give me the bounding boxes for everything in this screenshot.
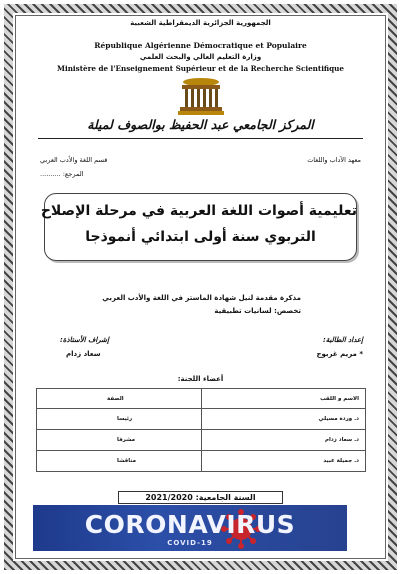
ministry-french: Ministère de l'Enseignement Supérieur et de la Recherche Scientifique <box>57 64 344 73</box>
thesis-title-line1: تعليمية أصوات اللغة العربية في مرحلة الإصلاح <box>40 203 357 219</box>
university-center-name: المركز الجامعي عبد الحفيظ بوالصوف لميلة <box>87 117 314 132</box>
table-row <box>37 430 366 451</box>
member-name: د. سعاد زدام <box>201 430 366 451</box>
committee-table <box>36 388 366 472</box>
supervisor-name: سعاد زدام <box>66 350 101 358</box>
member-name: د. جميلة عبيد <box>201 451 366 472</box>
memo-specialty: تخصص: لسانيات تطبيقية <box>214 307 301 315</box>
supervisor-label: إشراف الأستاذة: <box>60 336 109 344</box>
university-logo-icon <box>176 77 226 117</box>
prepared-by-label: إعداد الطالبة: <box>322 336 363 344</box>
institute-name: معهد الآداب واللغات <box>307 156 361 164</box>
department-name: قسم اللغة والأدب العربي <box>40 156 108 164</box>
academic-year: السنة الجامعية: 2021/2020 <box>118 491 283 504</box>
ministry-arabic: وزارة التعليم العالي والبحث العلمي <box>139 53 262 61</box>
committee-label: أعضاء اللجنة: <box>177 375 224 383</box>
member-role: مشرفا <box>37 430 202 451</box>
banner-subtitle: COVID-19 <box>167 539 213 547</box>
republic-arabic: الجمهورية الجزائرية الديمقراطية الشعبية <box>130 19 271 27</box>
member-role: رئيسا <box>37 409 202 430</box>
coronavirus-banner <box>33 505 347 551</box>
table-row <box>37 409 366 430</box>
table-header-row <box>37 389 366 409</box>
banner-title: CORONAVIRUS <box>84 510 296 539</box>
thesis-title-line2: التربوي سنة أولى ابتدائي أنموذجا <box>85 229 316 245</box>
header-role: الصفة <box>37 389 202 409</box>
republic-french: République Algérienne Démocratique et Populaire <box>94 41 307 50</box>
reference-field: المرجع: .......... <box>40 170 84 178</box>
memo-statement: مذكرة مقدمة لنيل شهادة الماستر في اللغة والأدب العربي <box>102 294 301 302</box>
divider-rule <box>38 138 363 139</box>
student-name: * مريم غربوج <box>316 350 363 358</box>
member-role: مناقشا <box>37 451 202 472</box>
member-name: د. وردة مسيلي <box>201 409 366 430</box>
header-name: الاسم و اللقب <box>201 389 366 409</box>
table-row <box>37 451 366 472</box>
